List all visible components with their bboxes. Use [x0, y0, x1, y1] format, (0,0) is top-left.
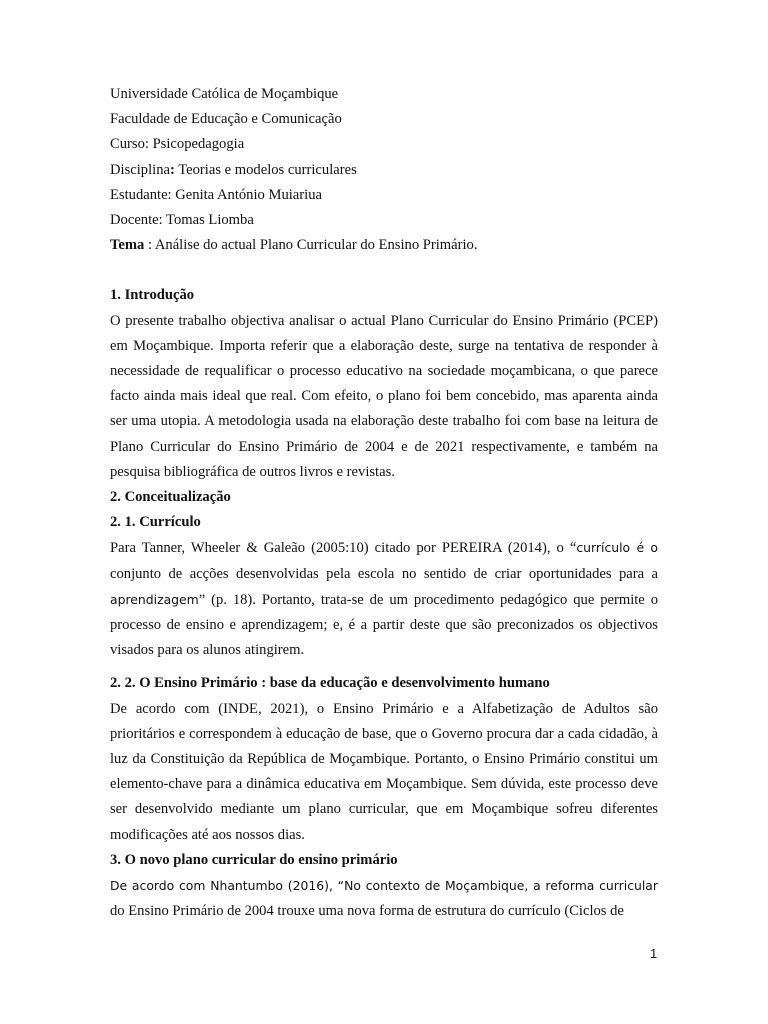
section-heading-conceptualization: 2. Conceitualização [110, 488, 231, 505]
section-heading-curriculum: 2. 1. Currículo [110, 514, 201, 531]
discipline-label: Disciplina [110, 161, 170, 178]
discipline-colon: : [170, 161, 175, 178]
primary-education-paragraph: De acordo com (INDE, 2021), o Ensino Primário e a Alfabetização de Adultos são prioritários e correspondem à educação de base, que o Governo procura dar a cada cidadão, à luz da Constituição da República de Moçambique. Portanto, o Ensino Primário constitui um elemento-chave para a dinâmica educativa em Moçambique. Sem dúvida, este processo deve ser desenvolvido mediante um plano curricular, que em Moçambique sofreu diferentes modificações até aos nossos dias. [110, 700, 658, 843]
page-number: 1 [650, 946, 658, 961]
curriculum-text-e: ” (p. 18). Portanto, trata-se de um procedimento pedagógico que permite o processo de ensino e aprendizagem; e, é a partir deste que são preconizados os objectivos visados para os alunos atingirem. [110, 591, 658, 659]
theme-label: Tema [110, 237, 145, 254]
curriculum-paragraph [110, 535, 658, 663]
curriculum-text-a: Para Tanner, Wheeler & Galeão (2005:10) citado por PEREIRA (2014), o “ [110, 540, 577, 557]
teacher-line: Docente: Tomas Liomba [110, 211, 254, 228]
spacer [110, 258, 658, 283]
theme-line [110, 233, 658, 258]
discipline-value: Teorias e modelos curriculares [174, 161, 357, 178]
section-heading-new-plan: 3. O novo plano curricular do ensino primário [110, 851, 398, 868]
faculty-line: Faculdade de Educação e Comunicação [110, 111, 342, 128]
section-heading-introduction: 1. Introdução [110, 287, 195, 304]
new-plan-text-b: do Ensino Primário de 2004 trouxe uma nova forma de estrutura do currículo (Ciclos de [110, 903, 624, 920]
curriculum-quote-end: aprendizagem [110, 591, 199, 607]
curriculum-quote-start: currículo é o [576, 540, 658, 556]
new-plan-text-a: De acordo com Nhantumbo (2016), “No contexto de Moçambique, a reforma curricular [110, 877, 658, 893]
university-line: Universidade Católica de Moçambique [110, 86, 339, 102]
course-line: Curso: Psicopedagogia [110, 136, 245, 153]
student-line: Estudante: Genita António Muiariua [110, 186, 322, 203]
discipline-line [110, 158, 658, 183]
theme-value: : Análise do actual Plano Curricular do Ensino Primário. [144, 237, 478, 254]
curriculum-text-c: conjunto de acções desenvolvidas pela escola no sentido de criar oportunidades para a [110, 565, 658, 582]
section-heading-primary-education: 2. 2. O Ensino Primário : base da educação e desenvolvimento humano [110, 675, 550, 692]
document-body [110, 82, 658, 924]
introduction-paragraph: O presente trabalho objectiva analisar o actual Plano Curricular do Ensino Primário (PCEP) em Moçambique. Importa referir que a elaboração deste, surge na tentativa de responder à necessidade de requalificar o processo educativo na sociedade moçambicana, o que parece facto ainda mais ideal que real. Com efeito, o plano foi bem concebido, mas aparenta ainda ser uma utopia. A metodologia usada na elaboração deste trabalho foi com base na leitura de Plano Curricular do Ensino Primário de 2004 e de 2021 respectivamente, e também na pesquisa bibliográfica de outros livros e revistas. [110, 312, 658, 480]
new-plan-paragraph [110, 873, 658, 924]
